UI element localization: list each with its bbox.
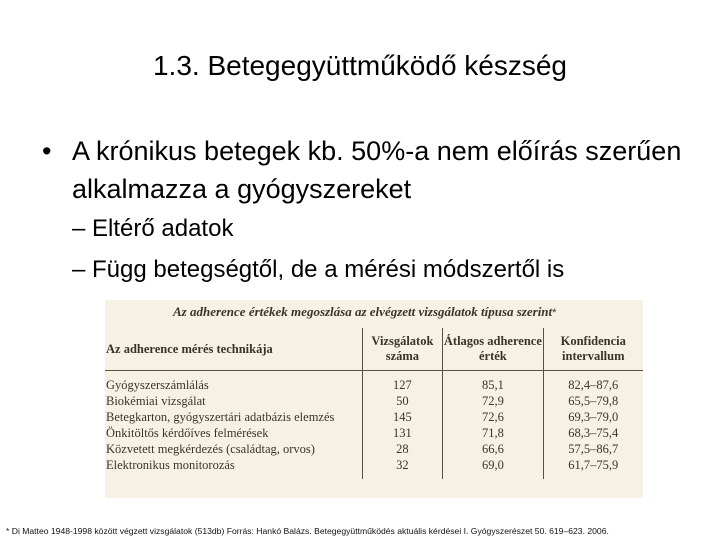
adherence-table <box>105 328 643 479</box>
cell-technique: Gyógyszerszámlálás <box>106 378 209 392</box>
cell-average: 66,6 <box>443 441 543 457</box>
table-row <box>105 409 643 425</box>
cell-count: 32 <box>362 457 443 479</box>
header-count: Vizsgálatok száma <box>362 328 443 371</box>
bullet-marker: • <box>42 136 52 166</box>
cell-count: 28 <box>362 441 443 457</box>
cell-technique: Betegkarton, gyógyszertári adatbázis elemzés <box>106 410 335 424</box>
table-row <box>105 457 643 479</box>
adherence-table-image <box>105 300 643 498</box>
sub-bullet-different-data: – Eltérő adatok <box>72 215 234 242</box>
main-bullet <box>42 132 692 208</box>
table-caption <box>105 300 643 324</box>
table-row <box>105 393 643 409</box>
cell-technique: Önkitöltős kérdőíves felmérések <box>106 426 269 440</box>
cell-count: 145 <box>362 409 443 425</box>
table-row <box>105 425 643 441</box>
cell-average: 85,1 <box>443 371 543 394</box>
source-footnote: * Di Matteo 1948-1998 között végzett vizsgálatok (513db) Forrás: Hankó Balázs. Betegegyüttműködés aktuális kérdései I. Gyógyszerészet 50. 619–623. 2006. <box>6 526 609 536</box>
cell-count: 127 <box>362 371 443 394</box>
header-technique: Az adherence mérés technikája <box>105 328 362 371</box>
cell-confidence: 82,4–87,6 <box>543 371 643 394</box>
cell-confidence: 61,7–75,9 <box>543 457 643 479</box>
sub-bullet-depends-on-method: – Függ betegségtől, de a mérési módszertől is <box>72 256 565 283</box>
cell-confidence: 68,3–75,4 <box>543 425 643 441</box>
slide-title: 1.3. Betegegyüttműködő készség <box>152 50 568 81</box>
cell-technique: Közvetett megkérdezés (családtag, orvos) <box>106 442 315 456</box>
cell-count: 131 <box>362 425 443 441</box>
cell-confidence: 57,5–86,7 <box>543 441 643 457</box>
table-header-row <box>105 328 643 371</box>
bullet-text: A krónikus betegek kb. 50%-a nem előírás szerűen alkalmazza a gyógyszereket <box>72 136 682 204</box>
cell-confidence: 65,5–79,8 <box>543 393 643 409</box>
header-average: Átlagos adherence érték <box>443 328 543 371</box>
cell-average: 71,8 <box>443 425 543 441</box>
cell-average: 72,6 <box>443 409 543 425</box>
cell-confidence: 69,3–79,0 <box>543 409 643 425</box>
cell-technique: Biokémiai vizsgálat <box>106 394 206 408</box>
table-row <box>105 371 643 394</box>
cell-count: 50 <box>362 393 443 409</box>
table-row <box>105 441 643 457</box>
table-caption-mark: * <box>552 307 557 319</box>
cell-average: 69,0 <box>443 457 543 479</box>
header-confidence: Konfidencia intervallum <box>543 328 643 371</box>
cell-average: 72,9 <box>443 393 543 409</box>
table-caption-text: Az adherence értékek megoszlása az elvégzett vizsgálatok típusa szerint <box>173 304 553 319</box>
cell-technique: Elektronikus monitorozás <box>106 458 235 472</box>
